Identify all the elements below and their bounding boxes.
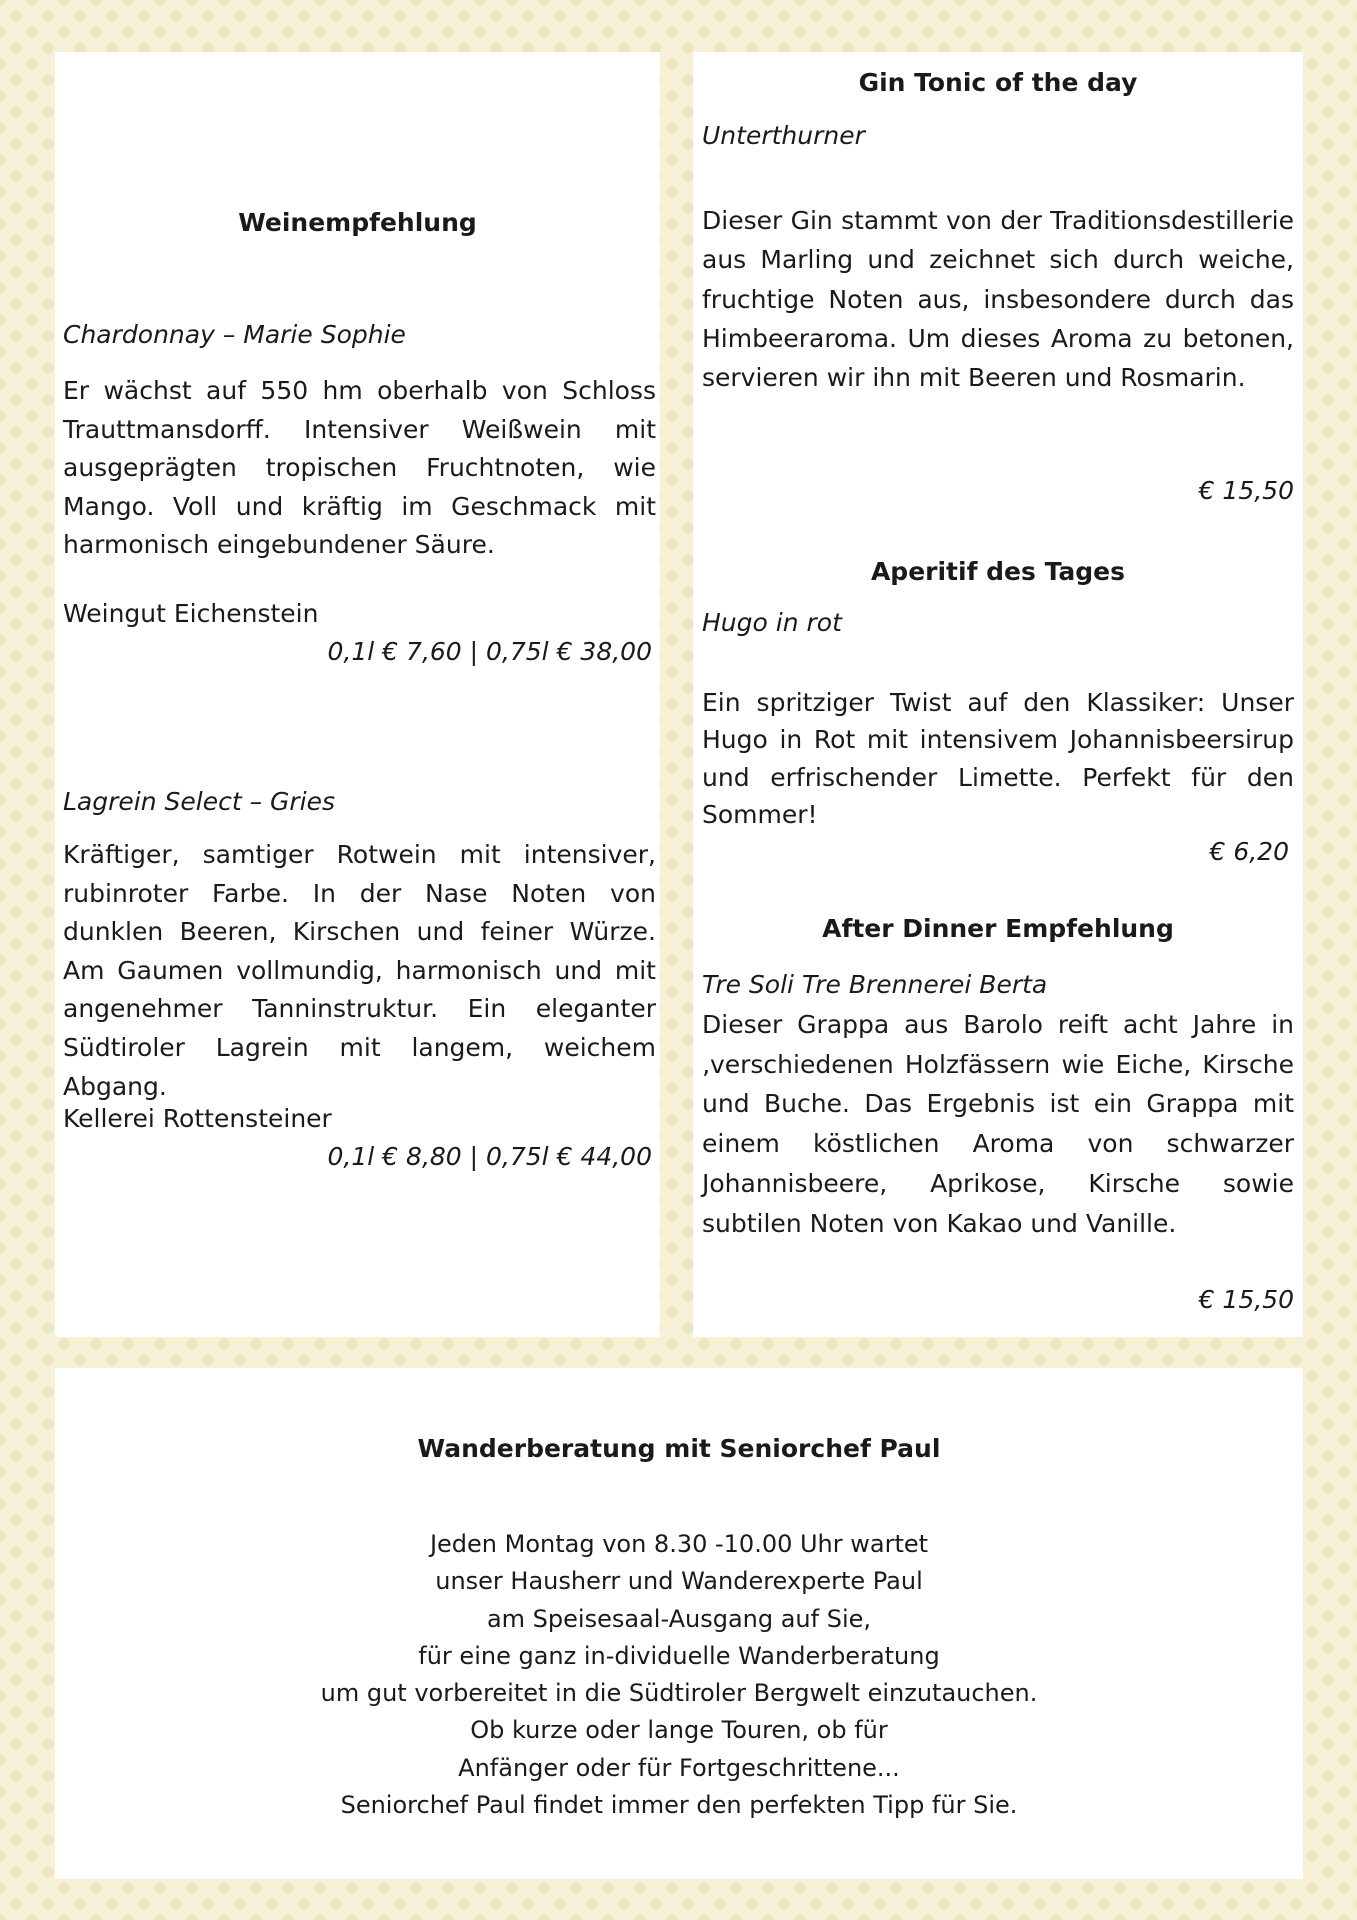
- after-dinner-name: Tre Soli Tre Brennerei Berta: [702, 970, 1048, 999]
- wine-2-producer: Kellerei Rottensteiner: [63, 1104, 332, 1133]
- aperitif-heading: Aperitif des Tages: [870, 557, 1126, 586]
- drinks-panel: [693, 52, 1303, 1337]
- after-dinner-price: € 15,50: [1198, 1285, 1294, 1314]
- gin-description: Dieser Gin stammt von der Traditionsdestillerie aus Marling und zeichnet sich durch weiche, fruchtige Noten aus, insbesondere durch das Himbeeraroma. Um dieses Aroma zu betonen, servieren wir ihn mit Beeren und Rosmarin.: [702, 206, 1294, 393]
- hiking-text: Jeden Montag von 8.30 -10.00 Uhr wartet unser Hausherr und Wanderexperte Paul am Speisesaal-Ausgang auf Sie, für eine ganz in-dividuelle Wanderberatung um gut vorbereitet in die Südtiroler Bergwelt einzutauchen. Ob kurze oder lange Touren, ob für Anfänger oder für Fortgeschrittene... Seniorchef Paul findet immer den perfekten Tipp für Sie.: [320, 1530, 1038, 1820]
- after-dinner-heading: After Dinner Empfehlung: [822, 914, 1174, 943]
- aperitif-name: Hugo in rot: [702, 608, 842, 637]
- gin-heading: Gin Tonic of the day: [858, 68, 1138, 97]
- gin-name: Unterthurner: [702, 121, 865, 150]
- wine-2-price: 0,1l € 8,80 | 0,75l € 44,00: [327, 1142, 652, 1171]
- hiking-heading: Wanderberatung mit Seniorchef Paul: [417, 1434, 941, 1463]
- aperitif-price: € 6,20: [1209, 837, 1289, 866]
- wine-1-producer: Weingut Eichenstein: [63, 599, 319, 628]
- wine-1-name: Chardonnay – Marie Sophie: [63, 320, 406, 349]
- gin-price: € 15,50: [1198, 476, 1294, 505]
- after-dinner-description: Dieser Grappa aus Barolo reift acht Jahre in ‚verschiedenen Holzfässern wie Eiche, Kirsche und Buche. Das Ergebnis ist ein Grappa mit einem köstlichen Aroma von schwarzer Johannisbeere, Aprikose, Kirsche sowie subtilen Noten von Kakao und Vanille.: [702, 1010, 1294, 1238]
- wine-2-description: Kräftiger, samtiger Rotwein mit intensiver, rubinroter Farbe. In der Nase Noten von dunklen Beeren, Kirschen und feiner Würze. Am Gaumen vollmundig, harmonisch und mit angenehmer Tanninstruktur. Ein eleganter Südtiroler Lagrein mit langem, weichem Abgang.: [63, 840, 656, 1101]
- hiking-panel: [55, 1368, 1303, 1879]
- wine-heading: Weinempfehlung: [238, 208, 477, 237]
- aperitif-description: Ein spritziger Twist auf den Klassiker: Unser Hugo in Rot mit intensivem Johannisbeersirup und erfrischender Limette. Perfekt für den Sommer!: [702, 688, 1294, 829]
- wine-panel: [55, 52, 660, 1337]
- wine-2-name: Lagrein Select – Gries: [63, 787, 336, 816]
- wine-1-description: Er wächst auf 550 hm oberhalb von Schloss Trauttmansdorff. Intensiver Weißwein mit ausgeprägten tropischen Fruchtnoten, wie Mango. Voll und kräftig im Geschmack mit harmonisch eingebundener Säure.: [63, 376, 656, 560]
- wine-1-price: 0,1l € 7,60 | 0,75l € 38,00: [327, 637, 652, 666]
